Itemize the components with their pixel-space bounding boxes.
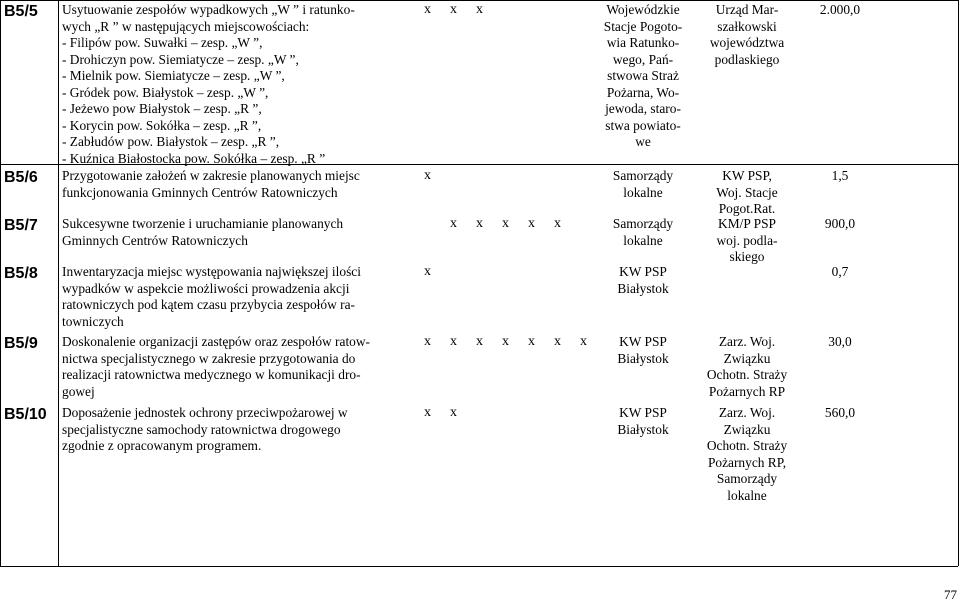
- responsible-line: stwa powiato-: [605, 117, 681, 133]
- partners-line: Pożarnych RP: [708, 383, 786, 399]
- responsible-line: Stacje Pogoto-: [603, 18, 683, 34]
- schedule-mark: x: [528, 334, 535, 349]
- partners-cell: [694, 168, 800, 218]
- partners-cell: [694, 334, 800, 400]
- schedule-mark: x: [502, 334, 509, 349]
- responsible-line: wia Ratunko-: [606, 35, 680, 50]
- table-rule: [958, 0, 959, 566]
- schedule-mark: x: [424, 405, 431, 420]
- responsible-line: KW PSP: [619, 334, 667, 349]
- row-description: [62, 264, 382, 330]
- responsible-cell: [592, 264, 694, 297]
- description-line: Inwentaryzacja miejsc występowania największej ilości: [62, 264, 361, 279]
- partners-line: Zarz. Woj.: [718, 405, 776, 420]
- description-line: zgodnie z opracowanym programem.: [62, 438, 262, 453]
- description-line: towniczych: [62, 313, 124, 329]
- table-rule: [0, 0, 958, 1]
- row-id: B5/9: [4, 335, 38, 352]
- row-description: [62, 334, 382, 400]
- partners-line: Zarz. Woj.: [718, 334, 776, 349]
- responsible-line: jewoda, staro-: [605, 101, 681, 116]
- description-line: nictwa specjalistycznego w zakresie przygotowania do: [62, 350, 356, 366]
- description-line: - Kuźnica Białostocka pow. Sokółka – zesp. „R ”: [62, 150, 326, 166]
- description-line: - Gródek pow. Białystok – zesp. „W ”,: [62, 84, 269, 100]
- cost-cell: 30,0: [828, 334, 852, 349]
- description-line: Gminnych Centrów Ratowniczych: [62, 232, 248, 248]
- partners-line: Ochotn. Straży: [706, 438, 788, 453]
- partners-line: Pożarnych RP,: [707, 454, 787, 470]
- partners-line: lokalne: [727, 487, 767, 503]
- partners-line: województwa: [709, 35, 785, 50]
- partners-line: Urząd Mar-: [715, 2, 779, 17]
- schedule-mark: x: [424, 264, 431, 279]
- cost-cell: 1,5: [831, 168, 849, 183]
- schedule-mark: x: [450, 334, 457, 349]
- responsible-line: Białystok: [617, 350, 669, 366]
- description-line: - Korycin pow. Sokółka – zesp. „R ”,: [62, 117, 262, 133]
- responsible-cell: [592, 405, 694, 438]
- description-line: realizacji ratownictwa medycznego w komunikacji dro-: [62, 367, 361, 382]
- partners-line: skiego: [729, 249, 765, 264]
- responsible-line: KW PSP: [619, 264, 667, 279]
- schedule-mark: x: [424, 168, 431, 183]
- responsible-cell: [592, 2, 694, 151]
- partners-line: Związku: [723, 421, 771, 437]
- row-description: [62, 405, 382, 455]
- schedule-mark: x: [502, 216, 509, 231]
- partners-line: podlaskiego: [714, 51, 780, 67]
- responsible-cell: [592, 168, 694, 201]
- row-id: B5/8: [4, 265, 38, 282]
- partners-line: woj. podla-: [716, 232, 778, 248]
- page-number: 77: [944, 587, 957, 602]
- description-line: Doskonalenie organizacji zastępów oraz zespołów ratow-: [62, 334, 370, 349]
- partners-line: Woj. Stacje: [716, 184, 778, 200]
- responsible-line: Wojewódzkie: [606, 2, 680, 17]
- cost-cell: 2.000,0: [819, 2, 861, 17]
- schedule-mark: x: [424, 2, 431, 17]
- description-line: - Zabłudów pow. Białystok – zesp. „R ”,: [62, 134, 280, 149]
- description-line: Usytuowanie zespołów wypadkowych „W ” i ratunko-: [62, 2, 355, 17]
- table-rule: [58, 0, 59, 566]
- schedule-mark: x: [528, 216, 535, 231]
- responsible-line: Białystok: [617, 280, 669, 296]
- responsible-line: Samorządy: [612, 216, 674, 231]
- responsible-cell: [592, 334, 694, 367]
- table-rule: [0, 0, 1, 566]
- row-description: [62, 168, 382, 201]
- description-line: Doposażenie jednostek ochrony przeciwpożarowej w: [62, 405, 348, 420]
- row-id: B5/6: [4, 169, 38, 186]
- description-line: gowej: [62, 383, 95, 399]
- partners-cell: [694, 2, 800, 68]
- responsible-line: KW PSP: [619, 405, 667, 420]
- schedule-mark: x: [424, 334, 431, 349]
- responsible-line: lokalne: [623, 184, 663, 200]
- partners-line: Pogot.Rat.: [718, 201, 776, 216]
- row-id: B5/10: [4, 406, 47, 423]
- description-line: ratowniczych pod kątem czasu przybycia zespołów ra-: [62, 297, 355, 312]
- description-line: - Jeżewo pow Białystok – zesp. „R ”,: [62, 101, 262, 116]
- description-line: funkcjonowania Gminnych Centrów Ratowniczych: [62, 184, 338, 200]
- schedule-mark: x: [450, 2, 457, 17]
- description-line: wych „R ” w następujących miejscowościach:: [62, 18, 310, 34]
- schedule-mark: x: [450, 405, 457, 420]
- cost-cell: 900,0: [824, 216, 856, 231]
- schedule-mark: x: [476, 334, 483, 349]
- responsible-line: wego, Pań-: [612, 51, 674, 67]
- description-line: Przygotowanie założeń w zakresie planowanych miejsc: [62, 168, 360, 183]
- responsible-line: lokalne: [623, 232, 663, 248]
- description-line: - Drohiczyn pow. Siemiatycze – zesp. „W ”,: [62, 51, 299, 67]
- responsible-line: we: [635, 134, 651, 149]
- responsible-line: Samorządy: [612, 168, 674, 183]
- description-line: Sukcesywne tworzenie i uruchamianie planowanych: [62, 216, 344, 231]
- partners-line: Samorządy: [716, 471, 778, 486]
- schedule-mark: x: [580, 334, 587, 349]
- row-id: B5/7: [4, 217, 38, 234]
- responsible-cell: [592, 216, 694, 249]
- partners-cell: [694, 405, 800, 504]
- description-line: - Mielnik pow. Siemiatycze – zesp. „W ”,: [62, 68, 285, 83]
- row-description: [62, 216, 382, 249]
- description-line: - Filipów pow. Suwałki – zesp. „W ”,: [62, 35, 263, 50]
- row-description: [62, 2, 382, 167]
- schedule-mark: x: [554, 334, 561, 349]
- responsible-line: stwowa Straż: [607, 68, 679, 83]
- row-id: B5/5: [4, 3, 38, 20]
- schedule-mark: x: [554, 216, 561, 231]
- partners-line: szałkowski: [717, 18, 777, 34]
- cost-cell: 0,7: [831, 264, 849, 279]
- schedule-mark: x: [476, 216, 483, 231]
- partners-line: KW PSP,: [722, 168, 772, 183]
- partners-line: KM/P PSP: [718, 216, 776, 231]
- partners-line: Ochotn. Straży: [706, 367, 788, 382]
- schedule-mark: x: [450, 216, 457, 231]
- responsible-line: Pożarna, Wo-: [606, 84, 680, 100]
- partners-cell: [694, 216, 800, 266]
- responsible-line: Białystok: [617, 421, 669, 437]
- schedule-mark: x: [476, 2, 483, 17]
- description-line: wypadków w aspekcie możliwości prowadzenia akcji: [62, 280, 350, 296]
- description-line: specjalistyczne samochody ratownictwa drogowego: [62, 421, 341, 437]
- table-rule: [0, 566, 958, 567]
- cost-cell: 560,0: [824, 405, 856, 420]
- partners-line: Związku: [723, 350, 771, 366]
